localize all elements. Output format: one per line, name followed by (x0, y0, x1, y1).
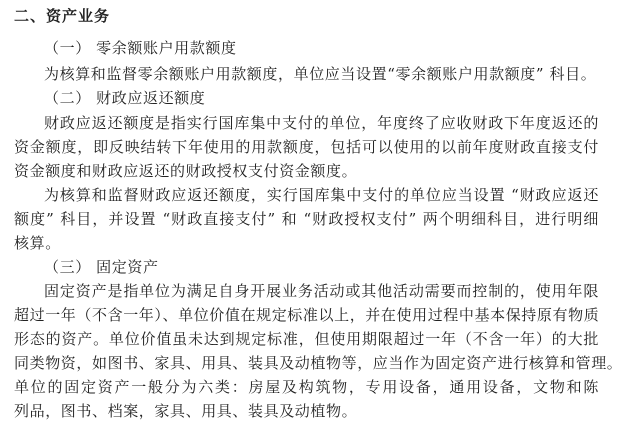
paragraph-line: 财政应返还额度是指实行国库集中支付的单位，年度终了应收财政下年度返还的 (44, 114, 599, 132)
paragraph-line: 列品，图书、档案，家具、用具、装具及动植物。 (14, 402, 358, 420)
paragraph-line: 资金额度，即反映结转下年使用的用款额度，包括可以使用的以前年度财政直接支付 (14, 138, 599, 156)
paragraph-line: 为核算和监督零余额账户用款额度，单位应当设置“零余额账户用款额度” 科目。 (44, 65, 597, 83)
paragraph-line: 固定资产是指单位为满足自身开展业务活动或其他活动需要而控制的，使用年限 (44, 282, 599, 300)
section-title: 二、资产业务 (14, 7, 111, 25)
paragraph-line: 形态的资产。单位价值虽未达到规定标准，但使用期限超过一年（不含一年）的大批 (14, 330, 599, 348)
paragraph-line: 额度” 科目，并设置 “财政直接支付” 和 “财政授权支付” 两个明细科目，进行明细 (14, 210, 599, 228)
paragraph-line: 为核算和监督财政应返还额度，实行国库集中支付的单位应当设置 “财政应返还 (44, 186, 599, 204)
paragraph-line: 超过一年（不含一年）、单位价值在规定标准以上，并在使用过程中基本保持原有物质 (14, 306, 600, 324)
paragraph-line: 资金额度和财政应返还的财政授权支付资金额度。 (14, 162, 358, 180)
subsection-heading-3: （三） 固定资产 (44, 258, 159, 276)
subsection-heading-2: （二） 财政应返还额度 (44, 89, 206, 107)
subsection-heading-1: （一） 零余额账户用款额度 (44, 39, 237, 57)
paragraph-line: 单位的固定资产一般分为六类：房屋及构筑物，专用设备，通用设备，文物和陈 (14, 378, 599, 396)
paragraph-line: 同类物资，如图书、家具、用具、装具及动植物等，应当作为固定资产进行核算和管理。 (14, 354, 622, 372)
paragraph-line: 核算。 (14, 234, 61, 252)
